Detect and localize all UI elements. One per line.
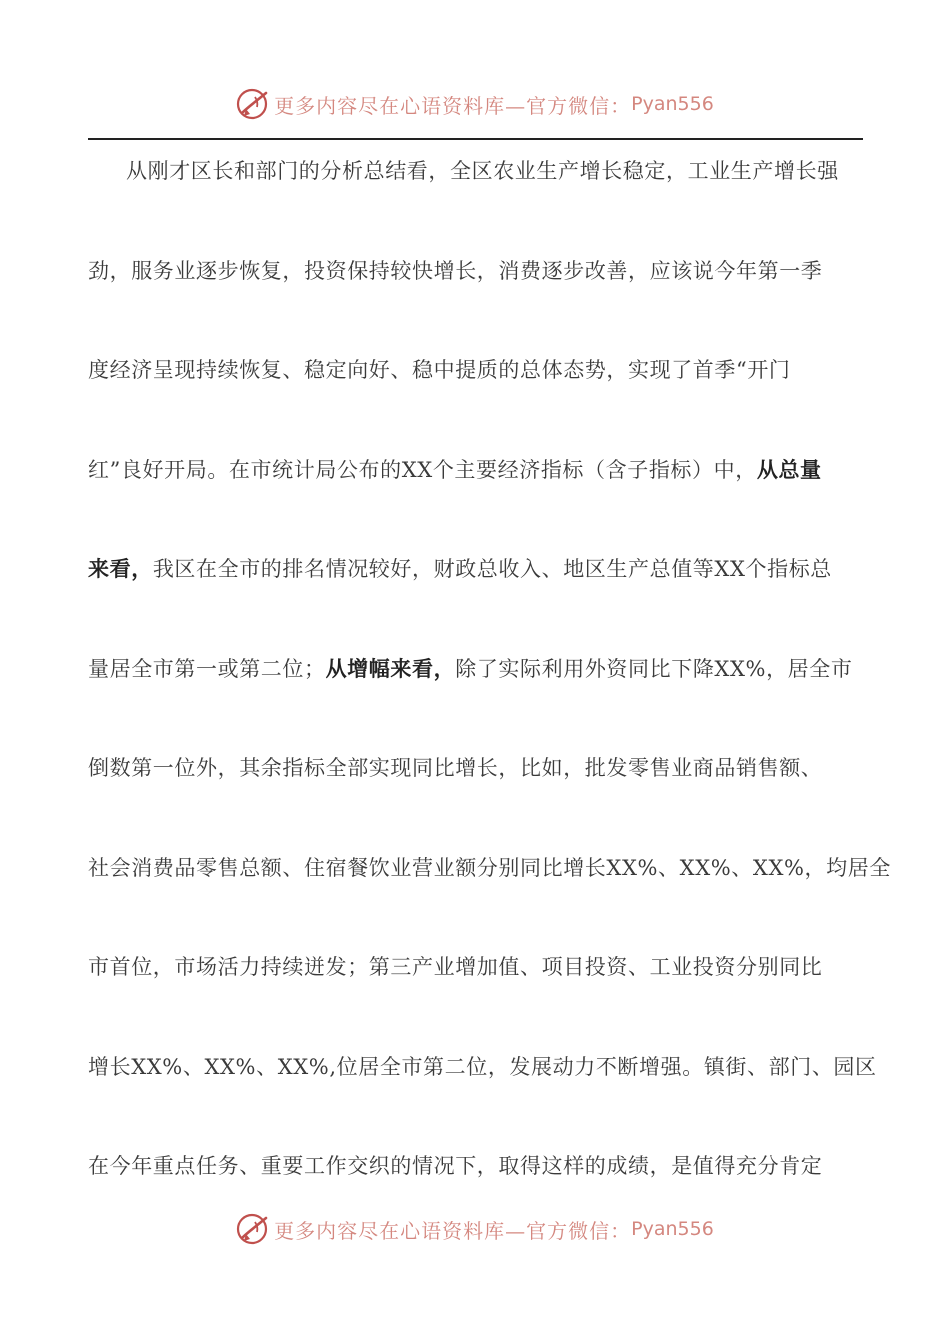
paragraph-line	[88, 256, 863, 286]
paragraph-line	[88, 853, 891, 883]
text-segment: 倒数第一位外，其余指标全部实现同比增长，比如，批发零售业商品销售额、	[88, 756, 823, 780]
bold-phrase: 从总量	[756, 456, 822, 482]
banner-text: 更多内容尽在心语资料库—官方微信：	[274, 93, 632, 118]
paragraph-line	[88, 654, 863, 684]
banner-contact: Pyan556	[631, 93, 714, 115]
footer-banner	[0, 1209, 950, 1249]
text-segment: 红”良好开局。在市统计局公布的XX个主要经济指标（含子指标）中，	[88, 457, 757, 482]
paragraph-line	[88, 1151, 863, 1181]
paragraph-line	[88, 753, 863, 783]
paragraph-line	[88, 455, 863, 485]
bold-phrase: 来看，	[88, 556, 153, 581]
paragraph-line	[88, 355, 863, 385]
banner-contact: Pyan556	[631, 1218, 714, 1240]
paragraph-line	[88, 156, 901, 186]
text-segment: 市首位，市场活力持续迸发；第三产业增加值、项目投资、工业投资分别同比	[88, 955, 823, 979]
pen-logo-icon	[236, 1212, 270, 1246]
text-segment: 从刚才区长和部门的分析总结看，全区农业生产增长稳定，工业生产增长强	[126, 159, 839, 183]
text-segment: 增长XX%、XX%、XX%,位居全市第二位，发展动力不断增强。镇街、部门、园区	[88, 1054, 877, 1079]
banner-text: 更多内容尽在心语资料库—官方微信：	[274, 1218, 632, 1243]
header-rule	[88, 138, 863, 140]
bold-phrase: 从增幅来看，	[325, 655, 456, 681]
text-segment: 劲，服务业逐步恢复，投资保持较快增长，消费逐步改善，应该说今年第一季	[88, 258, 823, 283]
text-segment: 量居全市第一或第二位；	[88, 656, 326, 681]
text-segment: 社会消费品零售总额、住宿餐饮业营业额分别同比增长XX%、XX%、XX%，均居全	[88, 855, 891, 880]
text-segment: 除了实际利用外资同比下降XX%，居全市	[455, 656, 853, 681]
text-segment: 我区在全市的排名情况较好，财政总收入、地区生产总值等XX个指标总	[152, 557, 832, 581]
pen-logo-icon	[236, 87, 270, 121]
text-segment: 度经济呈现持续恢复、稳定向好、稳中提质的总体态势，实现了首季“开门	[88, 358, 791, 382]
paragraph-line	[88, 554, 863, 584]
text-segment: 在今年重点任务、重要工作交织的情况下，取得这样的成绩，是值得充分肯定	[88, 1154, 823, 1178]
header-banner	[0, 84, 950, 124]
paragraph-line	[88, 1052, 877, 1082]
paragraph-line	[88, 952, 863, 982]
